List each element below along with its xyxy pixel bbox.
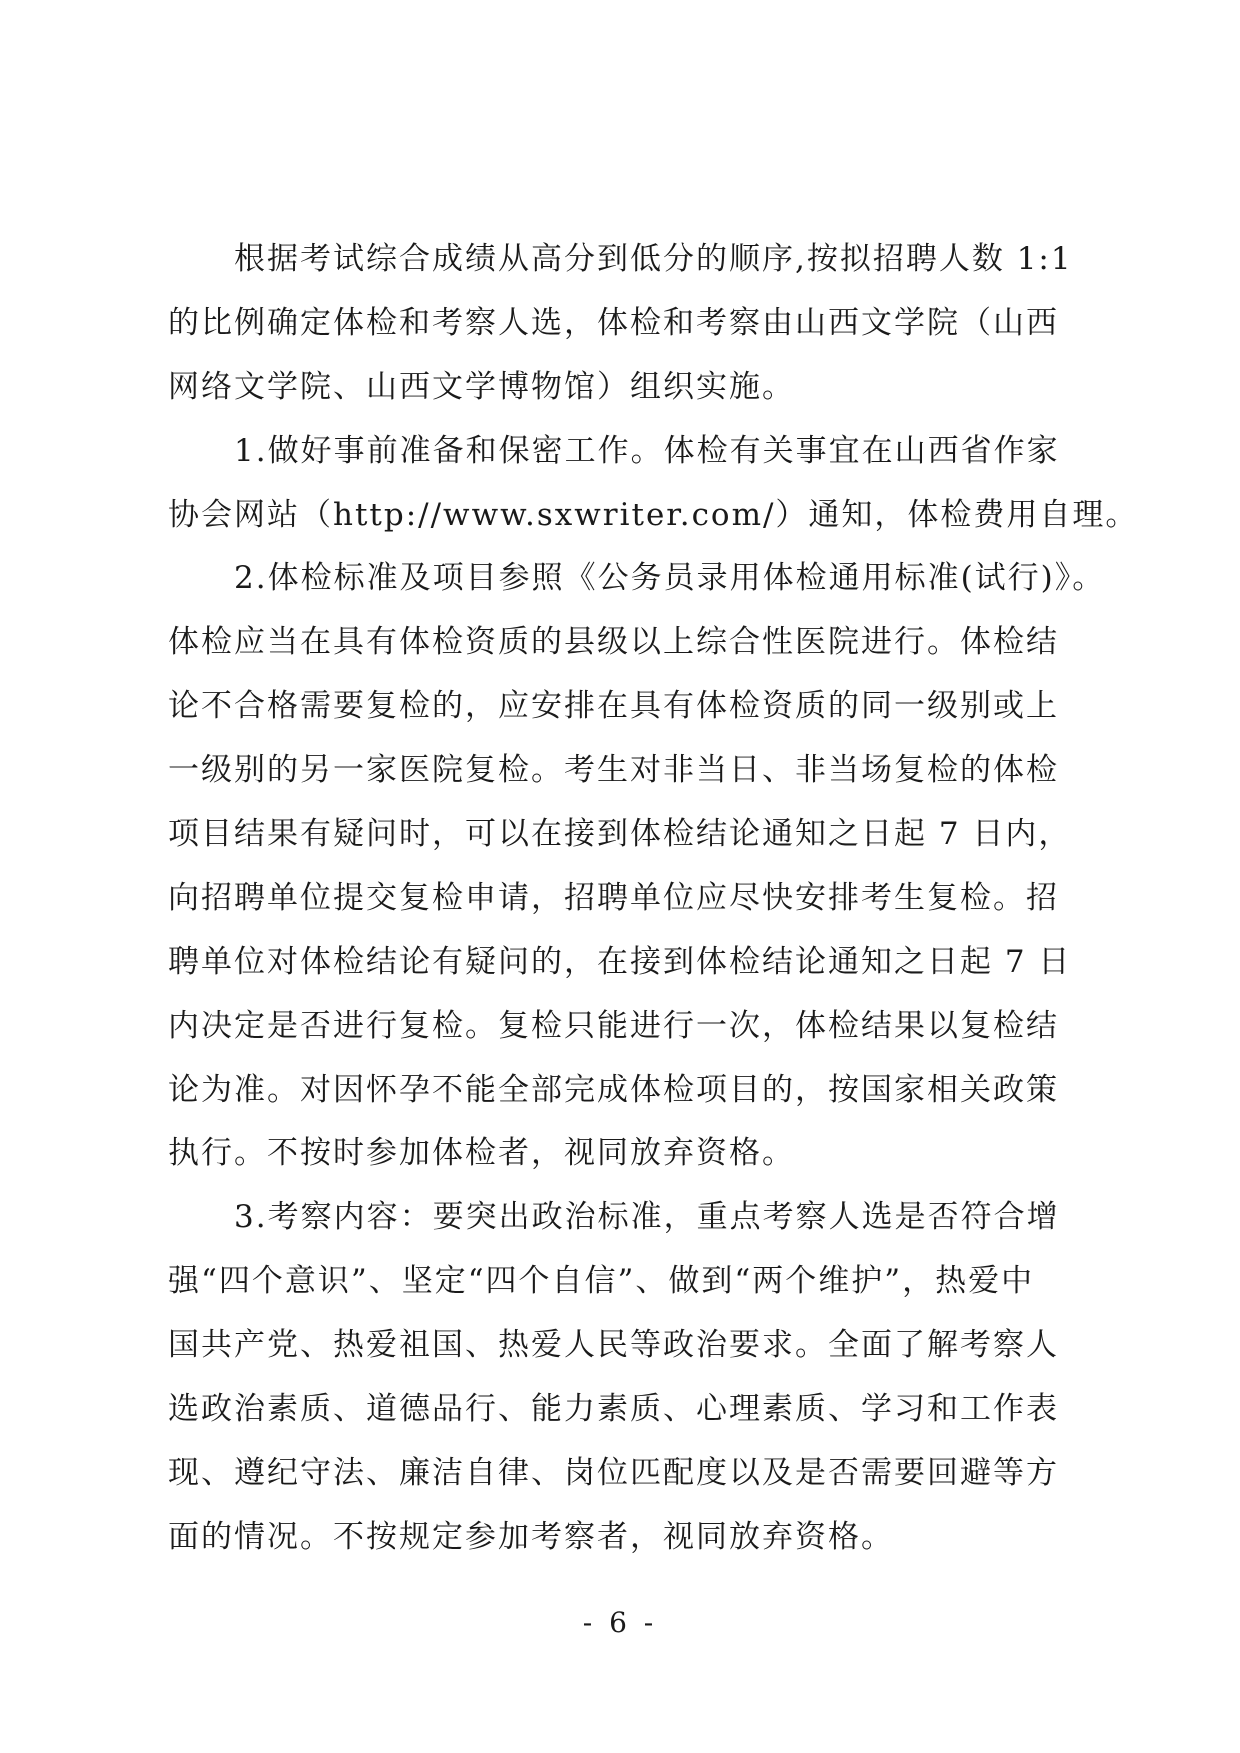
item-3-line-1: 3.考察内容：要突出政治标准，重点考察人选是否符合增 [234,1199,1060,1236]
item-2-line-4: 一级别的另一家医院复检。考生对非当日、非当场复检的体检 [168,752,1059,789]
item-1-line-2: 协会网站（http://www.sxwriter.com/）通知，体检费用自理。 [168,496,1139,533]
paragraph-1-line-2: 的比例确定体检和考察人选，体检和考察由山西文学院（山西 [168,304,1059,341]
page-number: - 6 - [582,1606,658,1639]
item-3-line-2: 强“四个意识”、坚定“四个自信”、做到“两个维护”，热爱中 [168,1263,1035,1300]
item-1-line-1: 1.做好事前准备和保密工作。体检有关事宜在山西省作家 [234,432,1060,469]
item-2-line-1: 2.体检标准及项目参照《公务员录用体检通用标准(试行)》。 [234,560,1106,597]
item-2-line-9: 论为准。对因怀孕不能全部完成体检项目的，按国家相关政策 [168,1071,1059,1108]
item-3-line-5: 现、遵纪守法、廉洁自律、岗位匹配度以及是否需要回避等方 [168,1454,1059,1491]
item-2-line-8: 内决定是否进行复检。复检只能进行一次，体检结果以复检结 [168,1007,1059,1044]
item-2-line-6: 向招聘单位提交复检申请，招聘单位应尽快安排考生复检。招 [168,879,1059,916]
item-2-line-7: 聘单位对体检结论有疑问的，在接到体检结论通知之日起 7 日 [168,943,1072,980]
item-2-line-3: 论不合格需要复检的，应安排在具有体检资质的同一级别或上 [168,688,1059,725]
item-3-line-3: 国共产党、热爱祖国、热爱人民等政治要求。全面了解考察人 [168,1327,1059,1364]
paragraph-1-line-1: 根据考试综合成绩从高分到低分的顺序,按拟招聘人数 1:1 [234,241,1073,277]
item-3-line-6: 面的情况。不按规定参加考察者，视同放弃资格。 [168,1518,894,1555]
item-2-line-10: 执行。不按时参加体检者，视同放弃资格。 [168,1135,795,1172]
body-text [168,228,1139,1570]
item-2-line-5: 项目结果有疑问时，可以在接到体检结论通知之日起 7 日内， [168,816,1072,853]
item-3-line-4: 选政治素质、道德品行、能力素质、心理素质、学习和工作表 [168,1391,1059,1428]
paragraph-1-line-3: 网络文学院、山西文学博物馆）组织实施。 [168,368,795,405]
item-2-line-2: 体检应当在具有体检资质的县级以上综合性医院进行。体检结 [168,624,1059,661]
